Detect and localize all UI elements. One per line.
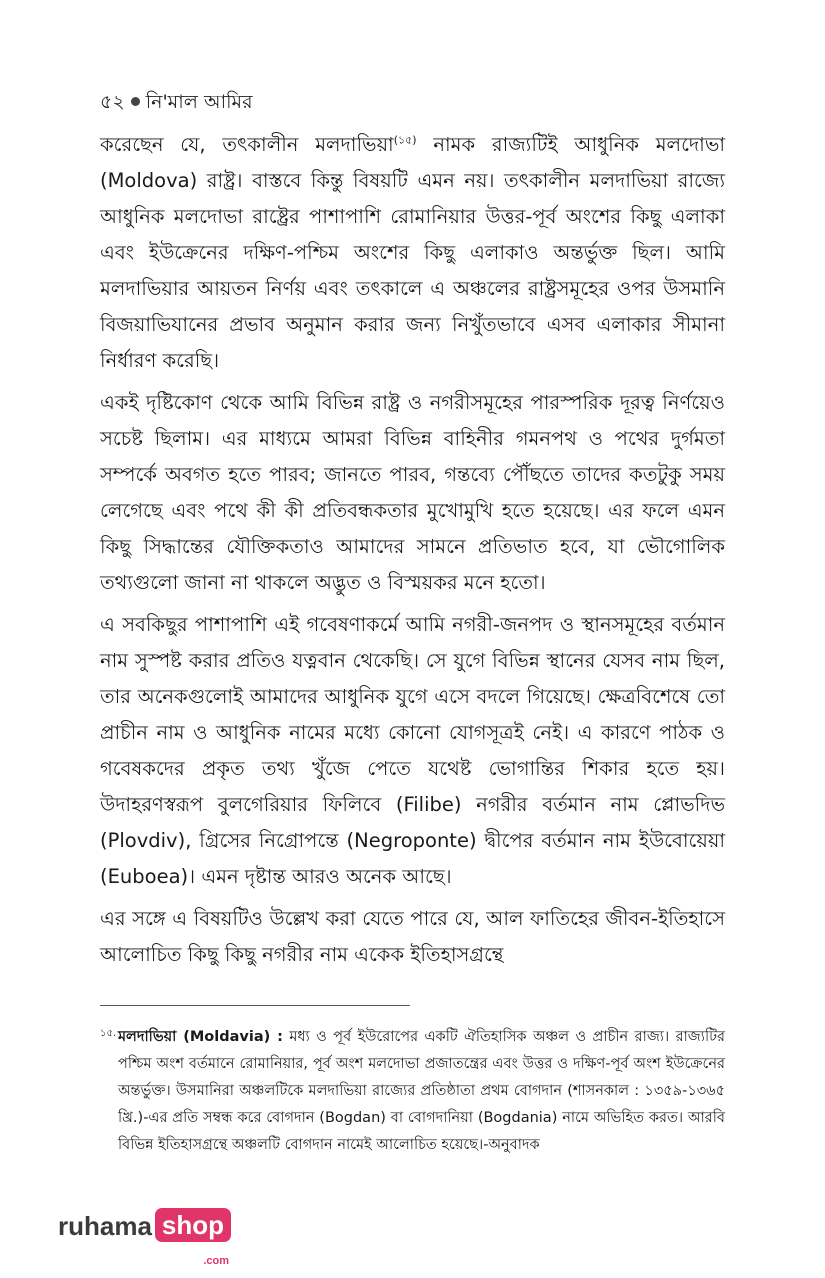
paragraph: এ সবকিছুর পাশাপাশি এই গবেষণাকর্মে আমি নগরী-জনপদ ও স্থানসমূহের বর্তমান নাম সুস্পষ্ট করার প্রতিও যত্নবান থেকেছি। সে যুগে বিভিন্ন স্থানের যেসব নাম ছিল, তার অনেকগুলোই আমাদের আধুনিক যুগে এসে বদলে গিয়েছে। ক্ষেত্রবিশেষে তো প্রাচীন নাম ও আধুনিক নামের মধ্যে কোনো যোগসূত্রই নেই। এ কারণে পাঠক ও গবেষকদের প্রকৃত তথ্য খুঁজে পেতে যথেষ্ট ভোগান্তির শিকার হতে হয়। উদাহরণস্বরূপ বুলগেরিয়ার ফিলিবে (Filibe) নগরীর বর্তমান নাম প্লোভদিভ (Plovdiv), গ্রিসের নিগ্রোপন্তে (Negroponte) দ্বীপের বর্তমান নাম ইউবোয়েয়া (Euboea)। এমন দৃষ্টান্ত আরও অনেক আছে। (100, 613, 725, 888)
paragraph: একই দৃষ্টিকোণ থেকে আমি বিভিন্ন রাষ্ট্র ও নগরীসমূহের পারস্পরিক দূরত্ব নির্ণয়েও সচেষ্ট ছিলাম। এর মাধ্যমে আমরা বিভিন্ন বাহিনীর গমনপথ ও পথের দুর্গমতা সম্পর্কে অবগত হতে পারব; জানতে পারব, গন্তব্যে পৌঁছতে তাদের কতটুকু সময় লেগেছে এবং পথে কী কী প্রতিবন্ধকতার মুখোমুখি হতে হয়েছে। এর ফলে এমন কিছু সিদ্ধান্তের যৌক্তিকতাও আমাদের সামনে প্রতিভাত হবে, যা ভৌগোলিক তথ্যগুলো জানা না থাকলে অদ্ভুত ও বিস্ময়কর মনে হতো। (100, 391, 725, 594)
ruhamashop-logo: ruhama shop .com (58, 1210, 230, 1267)
book-title: নি'মাল আমির (145, 91, 253, 113)
running-header (100, 88, 253, 120)
paragraph: করেছেন যে, তৎকালীন মলদাভিয়া$^{(১৫)}$ নামক রাজ্যটিই আধুনিক মলদোভা (Moldova) রাষ্ট্র। বাস্তবে কিন্তু বিষয়টি এমন নয়। তৎকালীন মলদাভিয়া রাজ্যে আধুনিক মলদোভা রাষ্ট্রের পাশাপাশি রোমানিয়ার উত্তর-পূর্ব অংশের কিছু এলাকা এবং ইউক্রেনের দক্ষিণ-পশ্চিম অংশের কিছু এলাকাও অন্তর্ভুক্ত ছিল। আমি মলদাভিয়ার আয়তন নির্ণয় এবং তৎকালে এ অঞ্চলের রাষ্ট্রসমূহের ওপর উসমানি বিজয়াভিযানের প্রভাব অনুমান করার জন্য নিখুঁতভাবে এসব এলাকার সীমানা নির্ধারণ করেছি। (100, 133, 726, 372)
footnote (100, 1024, 725, 1159)
footnote-marker: ১৫. (100, 1028, 117, 1039)
footnote-divider (100, 1005, 410, 1006)
footnote-reference[interactable]: (১৫) (393, 133, 417, 147)
footnote-term: মলদাভিয়া (Moldavia) : (118, 1029, 283, 1045)
paragraph: এর সঙ্গে এ বিষয়টিও উল্লেখ করা যেতে পারে যে, আল ফাতিহের জীবন-ইতিহাসে আলোচিত কিছু কিছু নগরীর নাম একেক ইতিহাসগ্রন্থে (100, 907, 725, 966)
footnote-text: মধ্য ও পূর্ব ইউরোপের একটি ঐতিহাসিক অঞ্চল ও প্রাচীন রাজ্য। রাজ্যটির পশ্চিম অংশ বর্তমানে রোমানিয়ার, পূর্ব অংশ মলদোভা প্রজাতন্ত্রের এবং উত্তর ও দক্ষিণ-পূর্ব অংশ ইউক্রেনের অন্তর্ভুক্ত। উসমানিরা অঞ্চলটিকে মলদাভিয়া রাজ্যের প্রতিষ্ঠাতা প্রথম বোগদান (শাসনকাল : ১৩৫৯-১৩৬৫ খ্রি.)-এর প্রতি সম্বন্ধ করে বোগদান (Bogdan) বা বোগদানিয়া (Bogdania) নামে অভিহিত করত। আরবি বিভিন্ন ইতিহাসগ্রন্থে অঞ্চলটি বোগদান নামেই আলোচিত হয়েছে।-অনুবাদক (118, 1029, 725, 1153)
page-number: ৫২ (100, 91, 125, 113)
bullet-separator (131, 97, 140, 106)
main-text (100, 127, 725, 979)
